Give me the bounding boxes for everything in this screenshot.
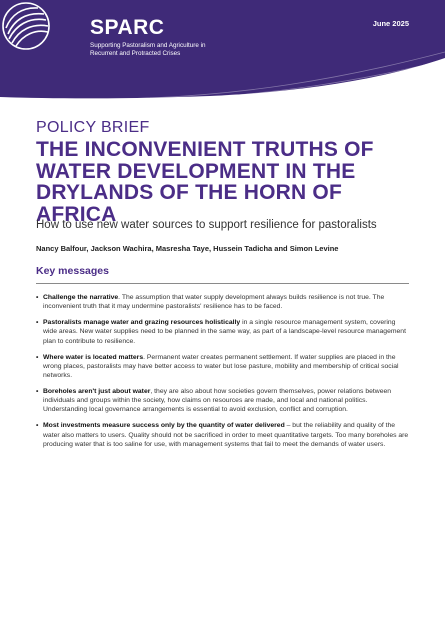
list-item <box>36 387 410 415</box>
bullet-icon: • <box>36 422 39 430</box>
document-title: THE INCONVENIENT TRUTHS OF WATER DEVELOPMENT IN THE DRYLANDS OF THE HORN OF AFRICA <box>36 138 374 226</box>
bullet-icon: • <box>36 388 39 396</box>
key-messages-list <box>36 293 410 456</box>
message-text: . Permanent water creates permanent settlement. If water supplies are placed in the wrong places, pastoralists may have better access to water but lose pasture, mobility and membership of critical social networks. <box>43 353 399 380</box>
brand-name: SPARC <box>90 16 165 39</box>
authors: Nancy Balfour, Jackson Wachira, Masresha Taye, Hussein Tadicha and Simon Levine <box>36 244 339 253</box>
brand-tagline: Supporting Pastoralism and Agriculture in Recurrent and Protracted Crises <box>90 42 206 57</box>
list-item <box>36 293 410 311</box>
brand-block <box>90 17 210 58</box>
key-messages-heading: Key messages <box>36 265 109 277</box>
document-type: POLICY BRIEF <box>36 119 150 136</box>
message-lead: Where water is located matters <box>43 353 144 361</box>
message-text: in a single resource management system, covering wide areas. New water supplies need to be planned in the same way, as part of a landscape-level resource management plan to contribute to resilience. <box>43 319 406 345</box>
message-text: . The assumption that water supply development always builds resilience is not true. The inconvenient truth that it may undermine pastoralists' resilience has to be faced. <box>43 294 385 311</box>
bullet-icon: • <box>36 353 39 361</box>
message-lead: Most investments measure success only by the quantity of water delivered <box>43 422 285 430</box>
message-text: – but the reliability and quality of the water also matters to users. Quality should not be sacrificed in order to meet quantitative targets. Too many boreholes are producing water that is too saline for use, with management systems that fail to meet the demands of water users. <box>43 422 409 448</box>
message-text: , they are also about how societies govern themselves, power relations between individuals and groups within the society, how claims on resources are made, and local and national politics. Understanding local governance arrangements is essential to avoid exclusion, conflict and corruption. <box>43 388 392 414</box>
document-subtitle: How to use new water sources to support resilience for pastoralists <box>36 219 377 231</box>
message-lead: Challenge the narrative <box>43 294 119 301</box>
divider <box>36 283 409 284</box>
bullet-icon: • <box>36 319 39 327</box>
sparc-logo-icon <box>0 0 52 52</box>
list-item <box>36 421 410 449</box>
publication-date: June 2025 <box>372 19 409 28</box>
message-lead: Boreholes aren't just about water <box>43 388 151 396</box>
list-item <box>36 318 410 346</box>
header-banner <box>0 0 445 110</box>
bullet-icon: • <box>36 294 39 301</box>
banner-background <box>0 0 445 110</box>
list-item <box>36 353 410 381</box>
message-lead: Pastoralists manage water and grazing resources holistically <box>43 319 241 327</box>
